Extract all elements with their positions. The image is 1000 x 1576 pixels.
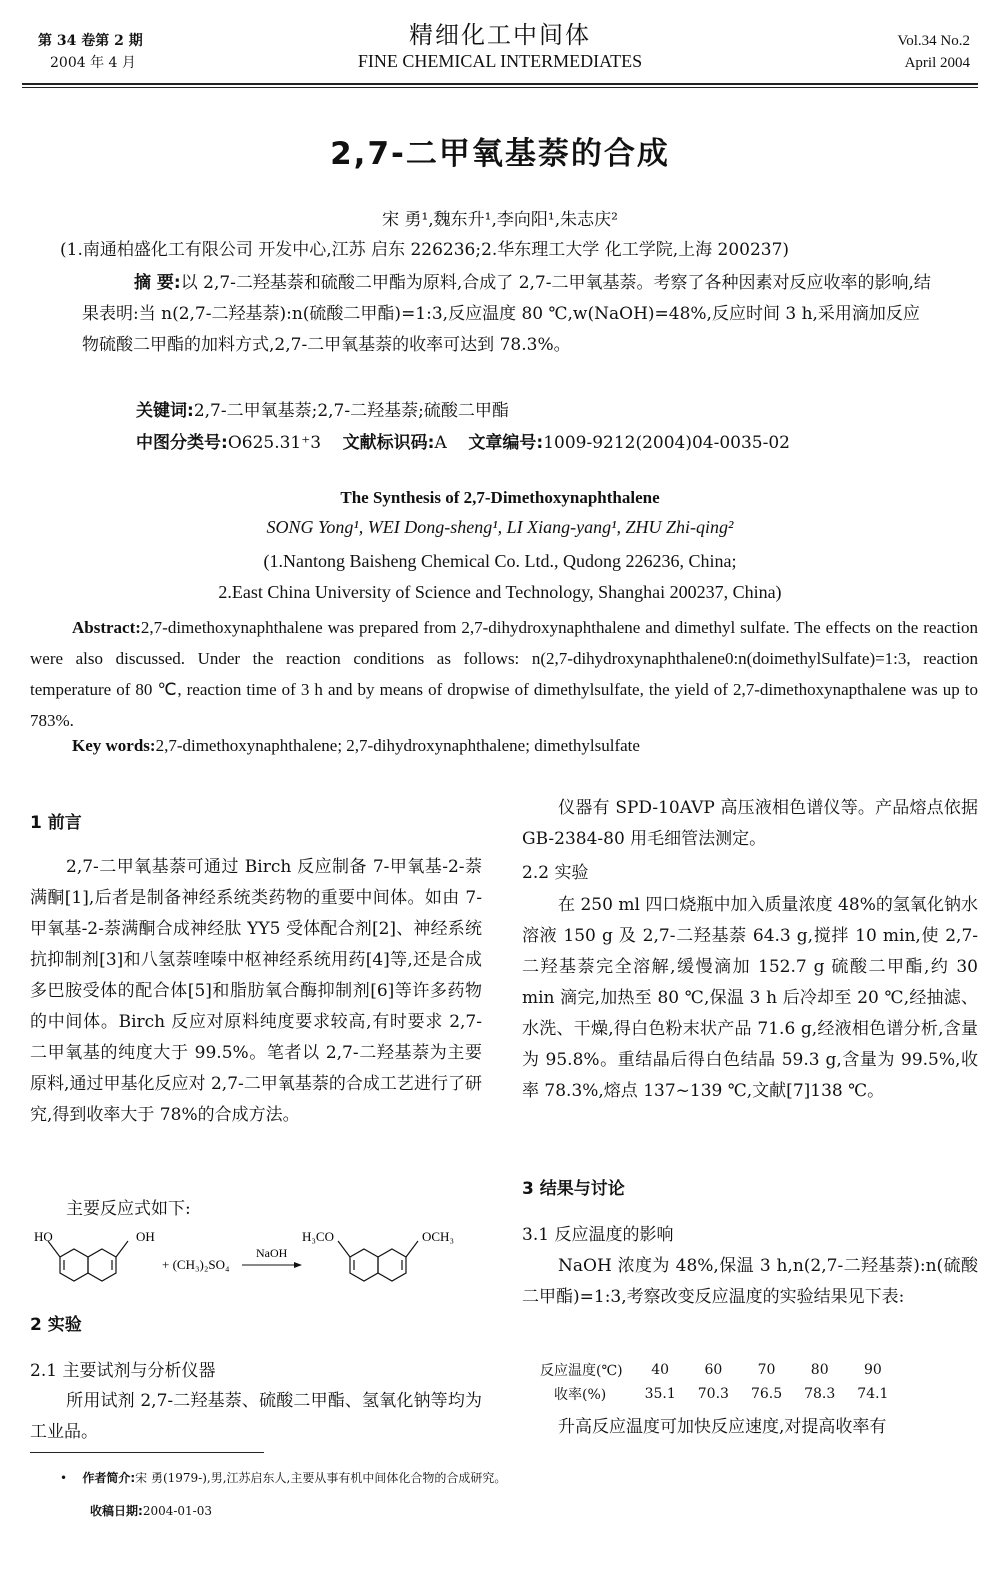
doc-code-value: A (434, 433, 447, 453)
section-2-1-paragraph (30, 1386, 482, 1448)
author-bio-label: 作者简介: (82, 1471, 136, 1485)
authors-cn: 宋 勇¹,魏东升¹,李向阳¹,朱志庆² (382, 210, 618, 230)
keywords-cn-text: 2,7-二甲氧基萘;2,7-二羟基萘;硫酸二甲酯 (193, 401, 509, 421)
authors-en: SONG Yong¹, WEI Dong-sheng¹, LI Xiang-yang¹, ZHU Zhi-qing² (266, 517, 734, 537)
abstract-cn-label: 摘 要: (134, 273, 181, 293)
section-2-2-title: 2.2 实验 (522, 863, 589, 883)
issue-info-en (897, 30, 970, 74)
journal-masthead (300, 20, 700, 72)
clc-label: 中图分类号: (136, 433, 228, 453)
section-2-2-text: 在 250 ml 四口烧瓶中加入质量浓度 48%的氢氧化钠水溶液 150 g 及 2,7-二羟基萘 64.3 g,搅拌 10 min,使 2,7-二羟基萘完全溶解,缓慢滴加 152.7 g 硫酸二甲酯,约 30 min 滴完,加热至 80 ℃,保温 3 h 后冷却至 20 ℃,经抽滤、水洗、干燥,得白色粉末状产品 71.6 g,经液相色谱分析,含量为 95.8%。重结晶后得白色结晶 59.3 g,含量为 99.5%,收率 78.3%,熔点 137~139 ℃,文献[7]138 ℃。 (522, 895, 978, 1101)
author-bio-text: 宋 勇(1979-),男,江苏启东人,主要从事有机中间体化合物的合成研究。 (135, 1471, 507, 1485)
arrow-head-icon (294, 1262, 302, 1268)
keywords-en-text: 2,7-dimethoxynaphthalene; 2,7-dihydroxynaphthalene; dimethylsulfate (155, 736, 640, 755)
section-3-1-paragraph-2 (522, 1412, 978, 1443)
section-3-1-text-2: 升高反应温度可加快反应速度,对提高收率有 (558, 1417, 887, 1437)
naphthalene-product-icon (338, 1241, 418, 1281)
abstract-cn-text: 以 2,7-二羟基萘和硫酸二甲酯为原料,合成了 2,7-二甲氧基萘。考察了各种因素对反应收率的影响,结果表明:当 n(2,7-二羟基萘):n(硫酸二甲酯)=1:3,反应温度 80 ℃,w(NaOH)=48%,反应时间 3 h,采用滴加反应物硫酸二甲酯的加料方式,2,7-二甲氧基萘的收率可达到 78.3%。 (82, 273, 931, 355)
condition-label: NaOH (256, 1246, 288, 1260)
journal-name-en: FINE CHEMICAL INTERMEDIATES (357, 51, 643, 71)
abstract-en-text: 2,7-dimethoxynaphthalene was prepared from 2,7-dihydroxynaphthalene and dimethyl sulfate. The effects on the reaction were also discussed. Under the reaction conditions as follows: n(2,7-dihydroxynaphthalene0:n(doimethylSulfate)=1:3, reaction temperature of 80 ℃, reaction time of 3 h and by means of dropwise of dimethylsulfate, the yield of 2,7-dimethoxynapthalene was up to 783%. (30, 618, 978, 730)
affiliation-en-1: (1.Nantong Baisheng Chemical Co. Ltd., Qudong 226236, China; (263, 551, 737, 571)
affiliation-cn: (1.南通柏盛化工有限公司 开发中心,江苏 启东 226236;2.华东理工大学 化工学院,上海 200237) (60, 240, 790, 260)
header-rule-thin (22, 87, 978, 88)
header-rule (22, 83, 978, 85)
table-cell: 78.3 (804, 1386, 836, 1402)
journal-name-cn: 精细化工中间体 (409, 21, 591, 49)
article-no-label: 文章编号: (468, 433, 544, 453)
table-cell: 70 (757, 1362, 776, 1378)
section-3-heading (522, 1174, 978, 1205)
volume-en: Vol.34 No.2 (897, 33, 970, 49)
footnote-bullet: • (60, 1471, 68, 1485)
reactant-ho-label: HO (34, 1229, 53, 1244)
abstract-en (30, 612, 978, 736)
classification-cn (136, 428, 790, 453)
keywords-en-label: Key words: (72, 736, 156, 755)
affiliation-en-2: 2.East China University of Science and Technology, Shanghai 200237, China) (218, 582, 782, 602)
section-3-1-heading (522, 1220, 978, 1251)
received-date-footnote (90, 1502, 212, 1519)
section-2-2-paragraph (522, 890, 978, 1107)
abstract-en-label: Abstract: (72, 618, 141, 637)
section-1-text: 2,7-二甲氧基萘可通过 Birch 反应制备 7-甲氧基-2-萘满酮[1],后者是制备神经系统类药物的重要中间体。如由 7-甲氧基-2-萘满酮合成神经肽 YY5 受体配合剂[2]、神经系统抗抑制剂[3]和八氢萘喹嗪中枢神经系统用药[4]等,还是合成多巴胺受体的配合体[5]和脂肪氧合酶抑制剂[6]等许多药物的中间体。Birch 反应对原料纯度要求较高,有时要求 2,7-二甲氧基的纯度大于 99.5%。笔者以 2,7-二羟基萘为主要原料,通过甲基化反应对 2,7-二甲氧基萘的合成工艺进行了研究,得到收率大于 78%的合成方法。 (30, 857, 482, 1125)
section-2-title: 2 实验 (30, 1315, 82, 1335)
paper-title-cn: 2,7-二甲氧基萘的合成 (330, 136, 670, 172)
reaction-intro-text: 主要反应式如下: (66, 1199, 191, 1219)
doc-code-label: 文献标识码: (342, 433, 435, 453)
section-2-2-heading (522, 858, 978, 889)
section-2-heading (30, 1310, 482, 1341)
reaction-scheme (30, 1225, 482, 1305)
author-bio-footnote (60, 1469, 506, 1486)
footnote-rule (30, 1452, 264, 1453)
instruments-text: 仪器有 SPD-10AVP 高压液相色谱仪等。产品熔点依据 GB-2384-80 用毛细管法测定。 (522, 798, 978, 849)
section-3-1-text: NaOH 浓度为 48%,保温 3 h,n(2,7-二羟基萘):n(硫酸二甲酯)=1:3,考察改变反应温度的实验结果见下表: (522, 1256, 978, 1307)
table-cell: 40 (651, 1362, 670, 1378)
abstract-cn (82, 268, 932, 361)
paper-title-en: The Synthesis of 2,7-Dimethoxynaphthalene (340, 488, 660, 507)
naphthalene-reactant-icon (48, 1241, 128, 1281)
article-no-value: 1009-9212(2004)04-0035-02 (543, 433, 791, 453)
table-cell: 90 (863, 1362, 882, 1378)
table-row-label: 收率(%) (554, 1387, 607, 1403)
clc-value: O625.31⁺3 (227, 433, 322, 453)
section-1-paragraph-1 (30, 852, 482, 1131)
table-row (540, 1382, 899, 1406)
reagent-label: + (CH₃)₂SO₄ (162, 1257, 230, 1272)
instruments-paragraph (522, 793, 978, 855)
section-2-1-text: 所用试剂 2,7-二羟基萘、硫酸二甲酯、氢氧化钠等均为工业品。 (30, 1391, 482, 1442)
section-2-1-title: 2.1 主要试剂与分析仪器 (30, 1361, 216, 1381)
table-cell: 80 (810, 1362, 829, 1378)
table-row (540, 1358, 899, 1382)
section-3-1-title: 3.1 反应温度的影响 (522, 1225, 674, 1245)
section-3-1-paragraph (522, 1251, 978, 1313)
table-cell: 35.1 (644, 1386, 676, 1402)
issue-info-cn (38, 30, 143, 74)
reactant-oh-label: OH (136, 1229, 155, 1244)
volume-cn: 第 34 卷第 2 期 (38, 33, 143, 49)
product-och3-label: OCH₃ (422, 1229, 454, 1244)
section-2-1-heading (30, 1356, 482, 1387)
date-cn: 2004 年 4 月 (50, 55, 136, 71)
received-date-value: 2004-01-03 (142, 1504, 212, 1518)
reaction-intro (30, 1194, 482, 1225)
received-date-label: 收稿日期: (90, 1504, 143, 1518)
keywords-en (72, 736, 640, 756)
table-cell: 76.5 (750, 1386, 783, 1402)
date-en: April 2004 (904, 55, 970, 71)
table-cell: 60 (704, 1362, 723, 1378)
temperature-yield-table (540, 1358, 899, 1406)
section-1-title: 1 前言 (30, 813, 82, 833)
table-row-label: 反应温度(℃) (540, 1363, 623, 1379)
section-1-heading (30, 808, 482, 839)
table-cell: 70.3 (697, 1386, 729, 1402)
product-h3co-label: H₃CO (302, 1229, 334, 1244)
table-cell: 74.1 (857, 1386, 889, 1402)
keywords-cn-label: 关键词: (136, 401, 194, 421)
keywords-cn (136, 396, 509, 421)
section-3-title: 3 结果与讨论 (522, 1179, 625, 1199)
